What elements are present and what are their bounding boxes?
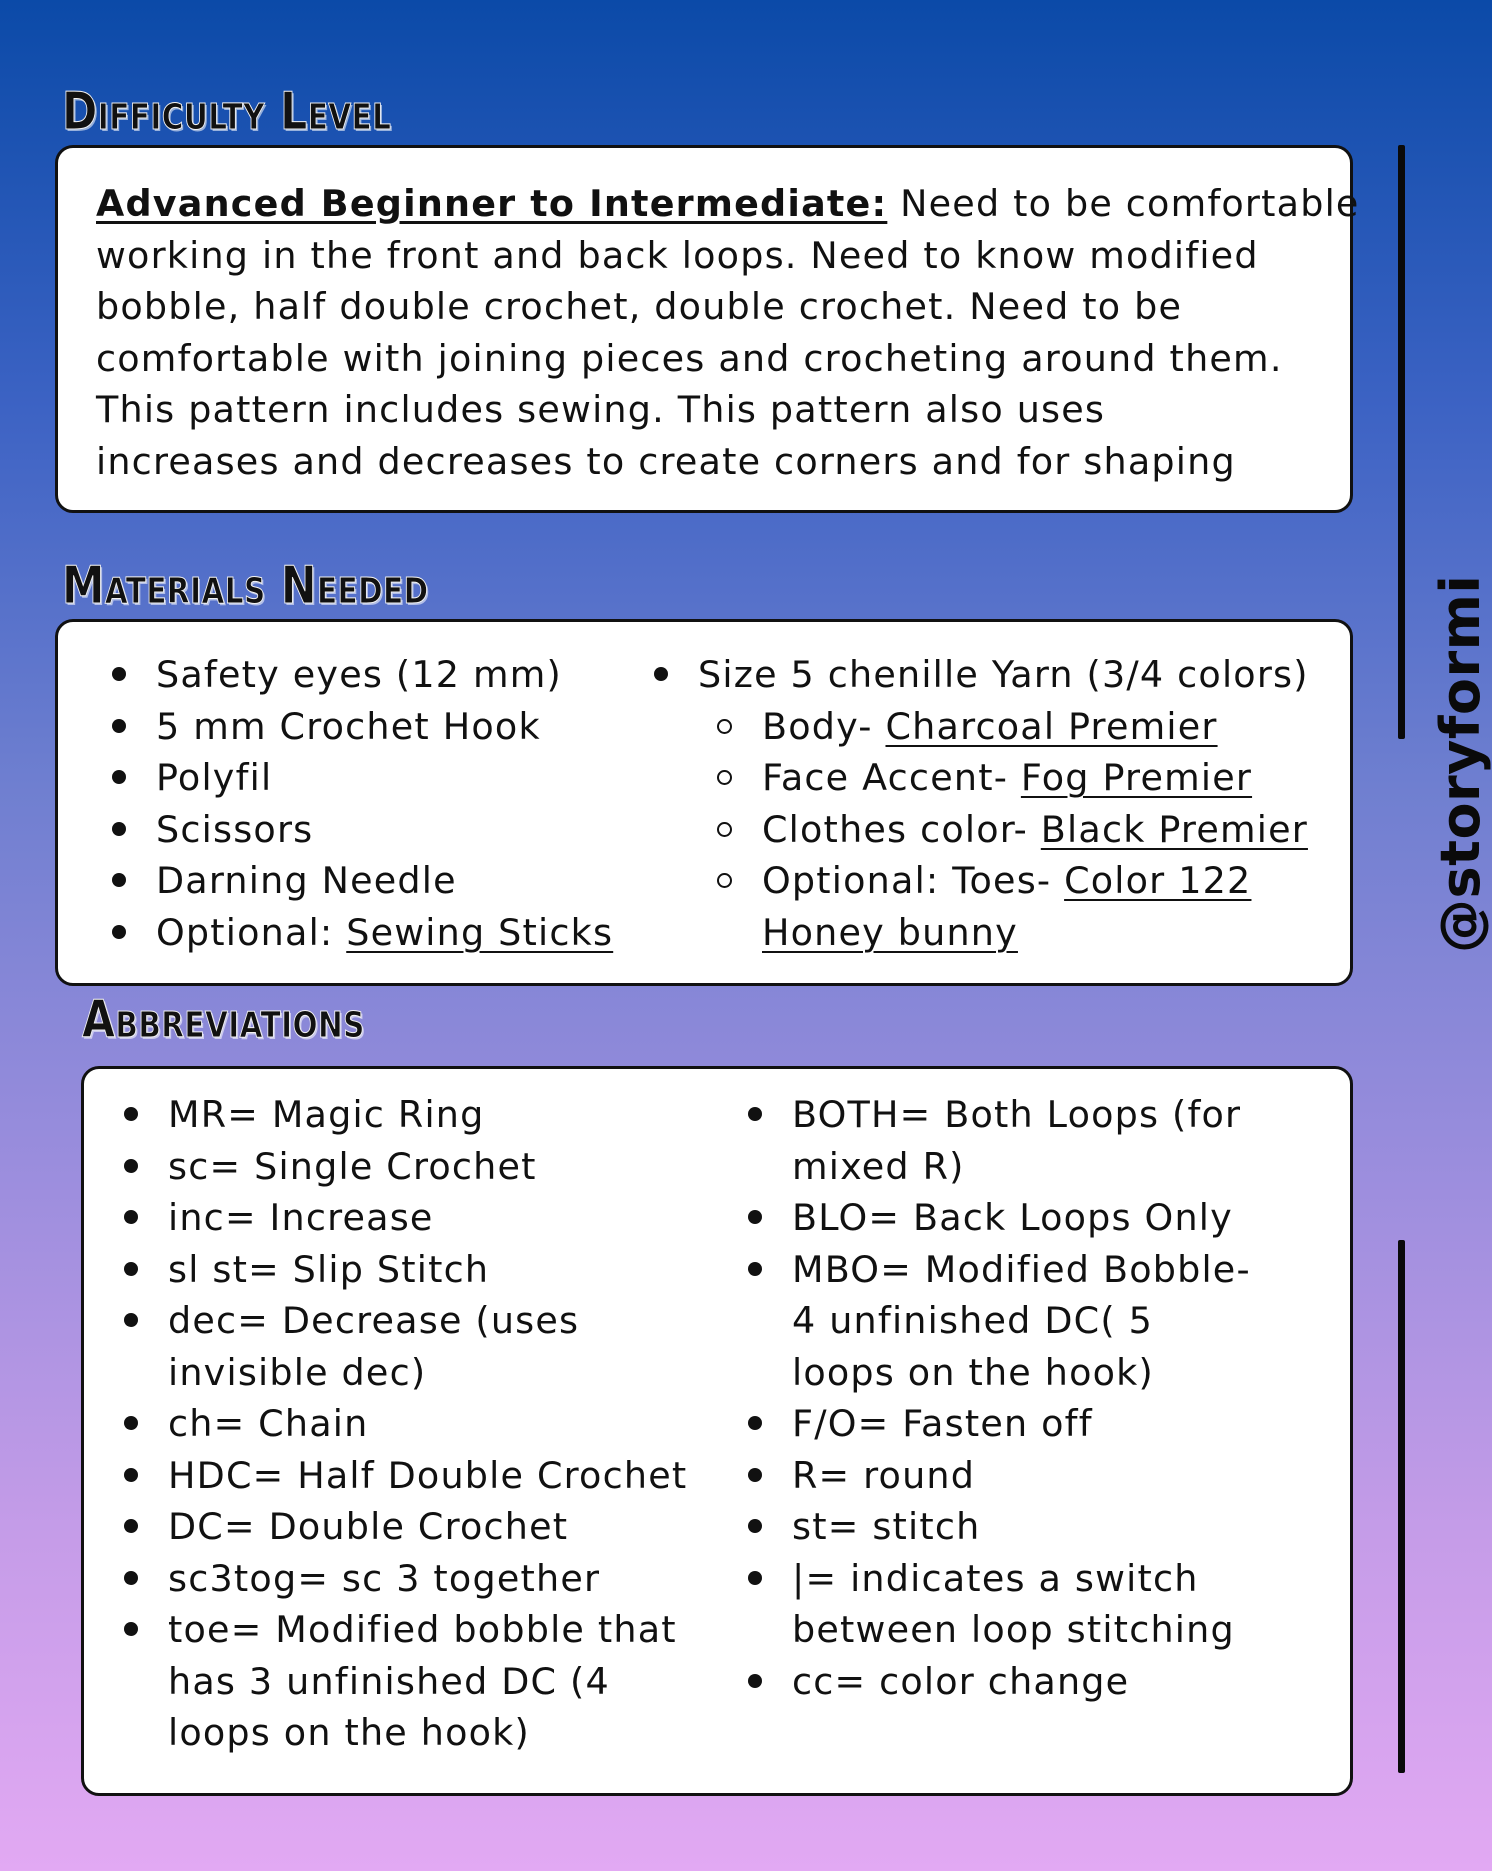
abbreviation-item: sl st= Slip Stitch (112, 1244, 704, 1296)
honey-bunny-link[interactable]: Honey bunny (762, 910, 1018, 954)
yarn-color-link[interactable]: Charcoal Premier (885, 704, 1218, 748)
difficulty-line: This pattern includes sewing. This pattern also uses (96, 388, 1106, 431)
materials-list-right (642, 649, 1309, 958)
material-item: Darning Needle (100, 855, 613, 907)
difficulty-heading: Difficulty Level (62, 82, 392, 142)
abbreviation-item: inc= Increase (112, 1192, 704, 1244)
material-item: Safety eyes (12 mm) (100, 649, 613, 701)
materials-list-left (100, 649, 613, 958)
abbreviation-item: F/O= Fasten off (736, 1398, 1256, 1450)
difficulty-line: comfortable with joining pieces and crocheting around them. (96, 336, 1283, 380)
side-rule-bottom (1398, 1240, 1405, 1773)
sewing-sticks-link[interactable]: Sewing Sticks (346, 910, 614, 954)
material-item: Scissors (100, 804, 613, 856)
abbreviation-item: BLO= Back Loops Only (736, 1192, 1256, 1244)
yarn-color-label: Face Accent- (762, 756, 1021, 799)
abbreviation-item: MR= Magic Ring (112, 1089, 704, 1141)
yarn-color-continuation (642, 907, 1309, 959)
yarn-color-label: Clothes color- (762, 807, 1041, 851)
materials-card (55, 619, 1353, 986)
abbreviation-item: DC= Double Crochet (112, 1501, 704, 1553)
material-item: Polyfil (100, 752, 613, 804)
abbreviation-item: sc= Single Crochet (112, 1141, 704, 1193)
difficulty-line: bobble, half double crochet, double crochet. Need to be (96, 285, 1183, 328)
yarn-color-link[interactable]: Color 122 (1064, 859, 1252, 902)
abbreviation-item: cc= color change (736, 1656, 1256, 1708)
yarn-color-item (642, 701, 1309, 753)
yarn-color-label: Body- (762, 704, 886, 748)
abbreviation-item: dec= Decrease (uses invisible dec) (112, 1295, 704, 1398)
abbreviation-item: ch= Chain (112, 1398, 704, 1450)
difficulty-line: working in the front and back loops. Need to know modified (96, 233, 1259, 277)
abbreviations-card (81, 1066, 1353, 1796)
yarn-color-link[interactable]: Fog Premier (1020, 756, 1253, 799)
abbreviation-item: sc3tog= sc 3 together (112, 1553, 704, 1605)
difficulty-card (55, 145, 1360, 513)
abbreviation-item: HDC= Half Double Crochet (112, 1450, 704, 1502)
yarn-color-label: Optional: Toes- (762, 859, 1065, 902)
difficulty-line: Need to be comfortable (887, 182, 1360, 225)
difficulty-text (96, 178, 1360, 487)
abbreviations-list-right (736, 1089, 1256, 1707)
abbreviation-item: st= stitch (736, 1501, 1256, 1553)
difficulty-line: increases and decreases to create corners and for shaping (96, 439, 1236, 483)
yarn-color-link[interactable]: Black Premier (1040, 807, 1308, 851)
abbreviation-item: toe= Modified bobble that has 3 unfinished DC (4 loops on the hook) (112, 1604, 704, 1759)
abbreviations-list-left (112, 1089, 704, 1759)
side-rule-top (1398, 145, 1405, 739)
abbreviation-item: R= round (736, 1450, 1256, 1502)
yarn-color-item (642, 804, 1309, 856)
yarn-color-item (642, 855, 1309, 907)
yarn-color-item (642, 752, 1309, 804)
materials-heading: Materials Needed (62, 556, 429, 616)
difficulty-level-label: Advanced Beginner to Intermediate: (96, 182, 888, 225)
abbreviation-item: BOTH= Both Loops (for mixed R) (736, 1089, 1256, 1192)
material-item-optional (100, 907, 613, 959)
material-item: 5 mm Crochet Hook (100, 701, 613, 753)
abbreviations-heading: Abbreviations (82, 990, 365, 1050)
abbreviation-item: MBO= Modified Bobble- 4 unfinished DC( 5 loops on the hook) (736, 1244, 1256, 1399)
optional-prefix: Optional: (156, 910, 347, 954)
yarn-item: Size 5 chenille Yarn (3/4 colors) (642, 649, 1309, 701)
social-handle: @storyformi (1429, 574, 1492, 953)
abbreviation-item: |= indicates a switch between loop stitching (736, 1553, 1256, 1656)
